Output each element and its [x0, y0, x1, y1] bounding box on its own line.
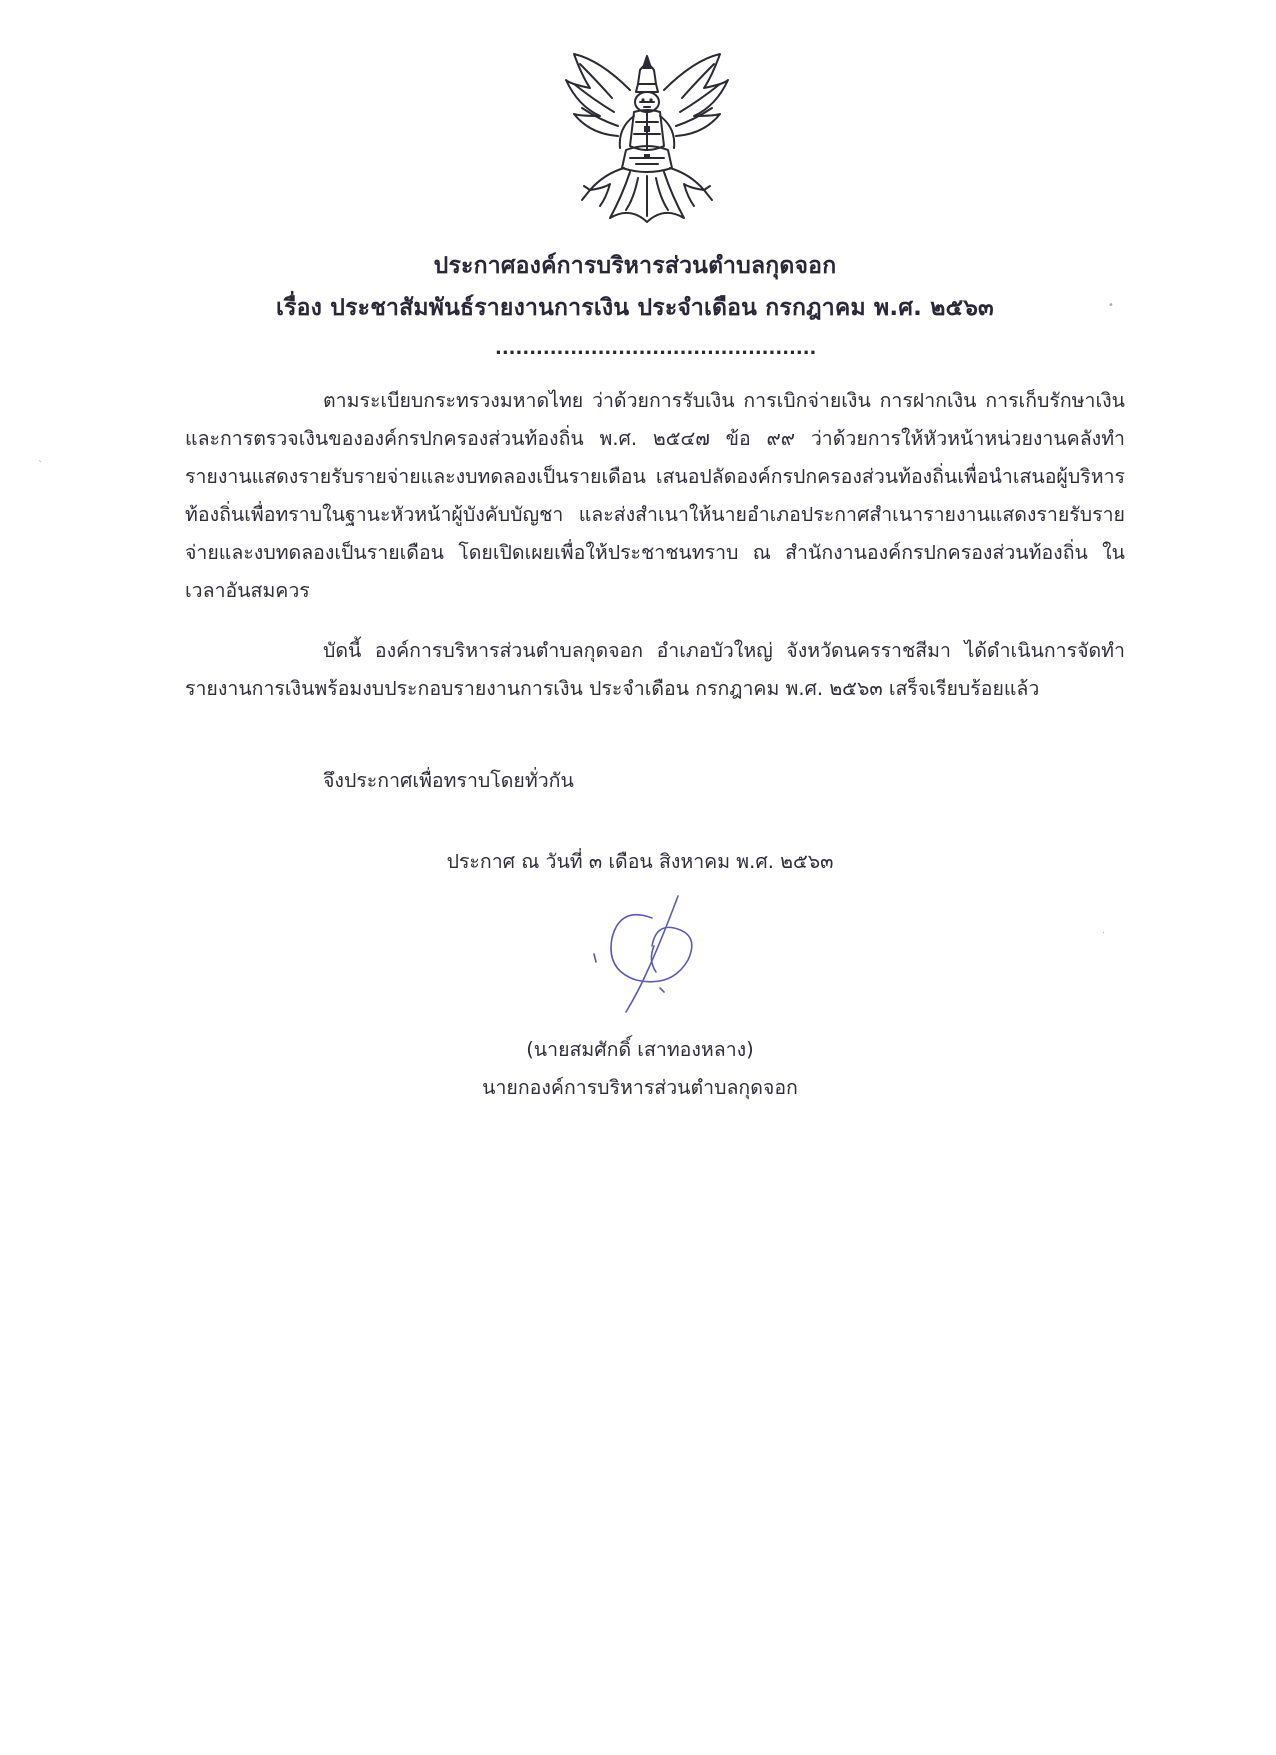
- dotted-divider: ...............................................: [495, 338, 817, 359]
- announcement-subject: เรื่อง ประชาสัมพันธ์รายงานการเงิน ประจำเดือน กรกฎาคม พ.ศ. ๒๕๖๓: [276, 295, 994, 321]
- signature-icon: [590, 888, 720, 1018]
- scan-speck: ˋ: [38, 460, 43, 471]
- announcement-date: ประกาศ ณ วันที่ ๓ เดือน สิงหาคม พ.ศ. ๒๕๖๓: [446, 850, 834, 873]
- scan-speck: •: [1108, 300, 1114, 311]
- body-paragraph-1: ตามระเบียบกระทรวงมหาดไทย ว่าด้วยการรับเงิน การเบิกจ่ายเงิน การฝากเงิน การเก็บรักษาเงิน และการตรวจเงินขององค์กรปกครองส่วนท้องถิ่น พ.ศ. ๒๕๔๗ ข้อ ๙๙ ว่าด้วยการให้หัวหน้าหน่วยงานคลังทำรายงานแสดงรายรับรายจ่ายและงบทดลองเป็นรายเดือน เสนอปลัดองค์กรปกครองส่วนท้องถิ่นเพื่อนำเสนอผู้บริหารท้องถิ่นเพื่อทราบในฐานะหัวหน้าผู้บังคับบัญชา และส่งสำเนาให้นายอำเภอประกาศสำเนารายงานแสดงรายรับรายจ่ายและงบทดลองเป็นรายเดือน โดยเปิดเผยเพื่อให้ประชาชนทราบ ณ สำนักงานองค์กรปกครองส่วนท้องถิ่น ในเวลาอันสมควร: [185, 389, 1125, 602]
- announcement-title: ประกาศองค์การบริหารส่วนตำบลกุดจอก: [433, 253, 837, 279]
- garuda-emblem-icon: [560, 50, 734, 226]
- signer-position: นายกองค์การบริหารส่วนตำบลกุดจอก: [482, 1076, 798, 1099]
- body-paragraph-3: จึงประกาศเพื่อทราบโดยทั่วกัน: [323, 769, 574, 792]
- signer-name: (นายสมศักดิ์ เสาทองหลาง): [526, 1038, 754, 1061]
- scan-speck: ·: [1102, 928, 1106, 939]
- body-paragraph-2: บัดนี้ องค์การบริหารส่วนตำบลกุดจอก อำเภอบัวใหญ่ จังหวัดนครราชสีมา ได้ดำเนินการจัดทำรายงานการเงินพร้อมงบประกอบรายงานการเงิน ประจำเดือน กรกฎาคม พ.ศ. ๒๕๖๓ เสร็จเรียบร้อยแล้ว: [185, 639, 1125, 700]
